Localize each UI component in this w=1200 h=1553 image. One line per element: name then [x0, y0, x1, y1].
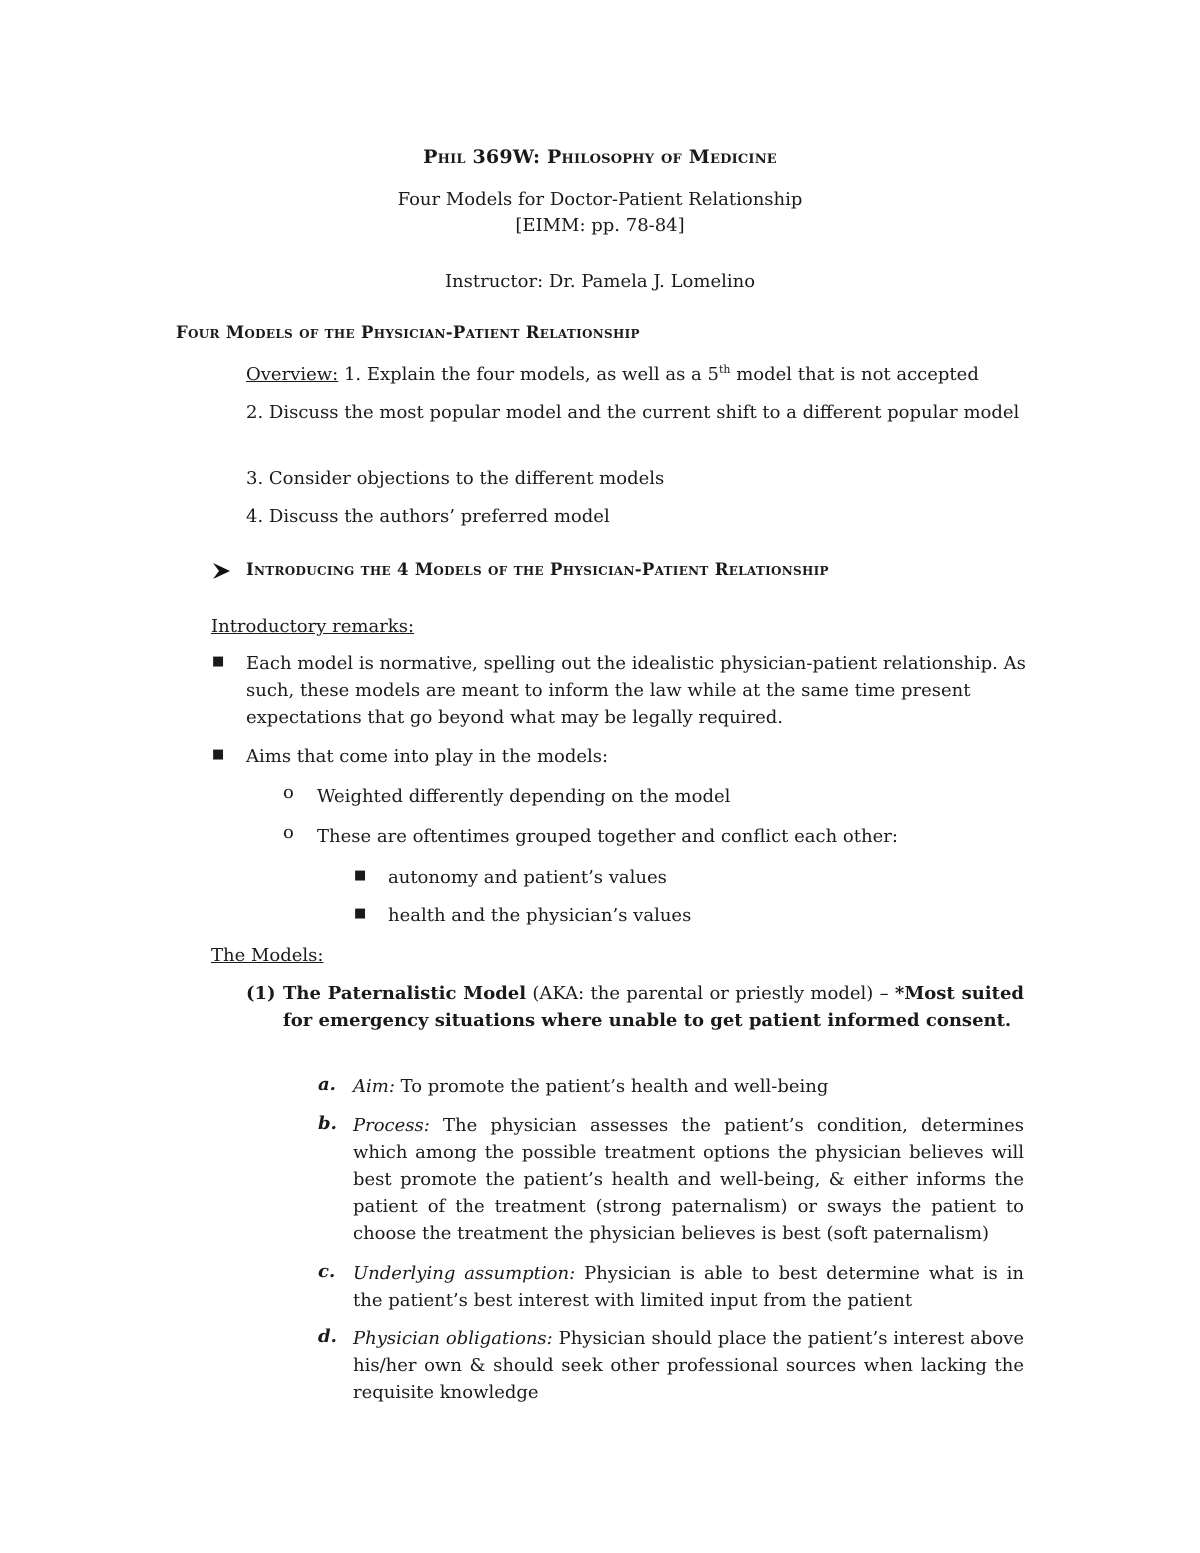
- item-a: [353, 1073, 1025, 1100]
- square-bullet-icon: ■: [212, 654, 225, 669]
- item-c-label: c.: [318, 1261, 336, 1282]
- overview-line: [246, 361, 1026, 388]
- item-d: [353, 1325, 1024, 1406]
- circle-bullet-icon: o: [283, 822, 294, 843]
- aims-sub-1: Weighted differently depending on the model: [317, 786, 731, 807]
- overview-item-3: 3. Consider objections to the different models: [246, 468, 665, 489]
- square-bullet-icon: ■: [354, 906, 367, 921]
- section-heading-four-models: Four Models of the Physician-Patient Relationship: [176, 323, 640, 342]
- item-c-text: Physician is able to best determine what is in the patient’s best interest with limited input from the patient: [353, 1263, 1024, 1311]
- instructor-line: Instructor: Dr. Pamela J. Lomelino: [444, 271, 756, 292]
- aims-subsub-1: autonomy and patient’s values: [388, 867, 667, 888]
- item-c-term: Underlying assumption:: [353, 1263, 576, 1284]
- item-c: [353, 1260, 1024, 1314]
- overview-item-1-end: model that is not accepted: [730, 364, 979, 385]
- aims-sub-2: These are oftentimes grouped together and conflict each other:: [317, 826, 898, 847]
- item-a-label: a.: [318, 1074, 336, 1095]
- item-a-text: To promote the patient’s health and well-being: [394, 1076, 829, 1097]
- page-title: Phil 369W: Philosophy of Medicine: [423, 146, 777, 168]
- item-b-term: Process:: [353, 1115, 430, 1136]
- model-1-description: [283, 980, 1024, 1034]
- arrowhead-bullet-icon: [212, 562, 232, 580]
- item-b: [353, 1112, 1024, 1247]
- subtitle: Four Models for Doctor-Patient Relationship: [397, 189, 803, 210]
- intro-bullet-2: Aims that come into play in the models:: [246, 746, 609, 767]
- reading-reference: [EIMM: pp. 78-84]: [515, 215, 685, 236]
- intro-bullet-1: Each model is normative, spelling out the idealistic physician-patient relationship. As such, these models are meant to inform the law while at the same time present expectations that go beyond what may be legally required.: [246, 653, 1026, 728]
- square-bullet-icon: ■: [354, 868, 367, 883]
- section-heading-introducing: Introducing the 4 Models of the Physician-Patient Relationship: [246, 560, 829, 579]
- models-label: The Models:: [211, 945, 324, 966]
- item-d-term: Physician obligations:: [353, 1328, 553, 1349]
- model-1-name: The Paternalistic Model: [283, 983, 527, 1004]
- overview-superscript: th: [718, 363, 731, 376]
- overview-item-2: 2. Discuss the most popular model and the current shift to a different popular model: [246, 402, 1020, 423]
- intro-remarks-label: Introductory remarks:: [211, 616, 415, 637]
- model-1-number: (1): [246, 983, 276, 1004]
- overview-item-1: 1. Explain the four models, as well as a 5: [338, 364, 719, 385]
- item-b-label: b.: [318, 1113, 337, 1134]
- model-1-aka: (AKA: the parental or priestly model) –: [526, 983, 895, 1004]
- model-1-note: *Most suited for emergency situations where unable to get patient informed consent.: [283, 983, 1024, 1031]
- overview-item-4: 4. Discuss the authors’ preferred model: [246, 506, 610, 527]
- item-a-term: Aim:: [353, 1076, 395, 1097]
- overview-label: Overview:: [246, 364, 339, 385]
- circle-bullet-icon: o: [283, 782, 294, 803]
- item-b-text: The physician assesses the patient’s condition, determines which among the possible treatment options the physician believes will best promote the patient’s health and well-being, & either informs the patient of the treatment (strong paternalism) or sways the patient to choose the treatment the physician believes is best (soft paternalism): [353, 1115, 1024, 1244]
- item-d-label: d.: [318, 1326, 337, 1347]
- aims-subsub-2: health and the physician’s values: [388, 905, 692, 926]
- square-bullet-icon: ■: [212, 747, 225, 762]
- item-d-text: Physician should place the patient’s interest above his/her own & should seek other professional sources when lacking the requisite knowledge: [353, 1328, 1024, 1403]
